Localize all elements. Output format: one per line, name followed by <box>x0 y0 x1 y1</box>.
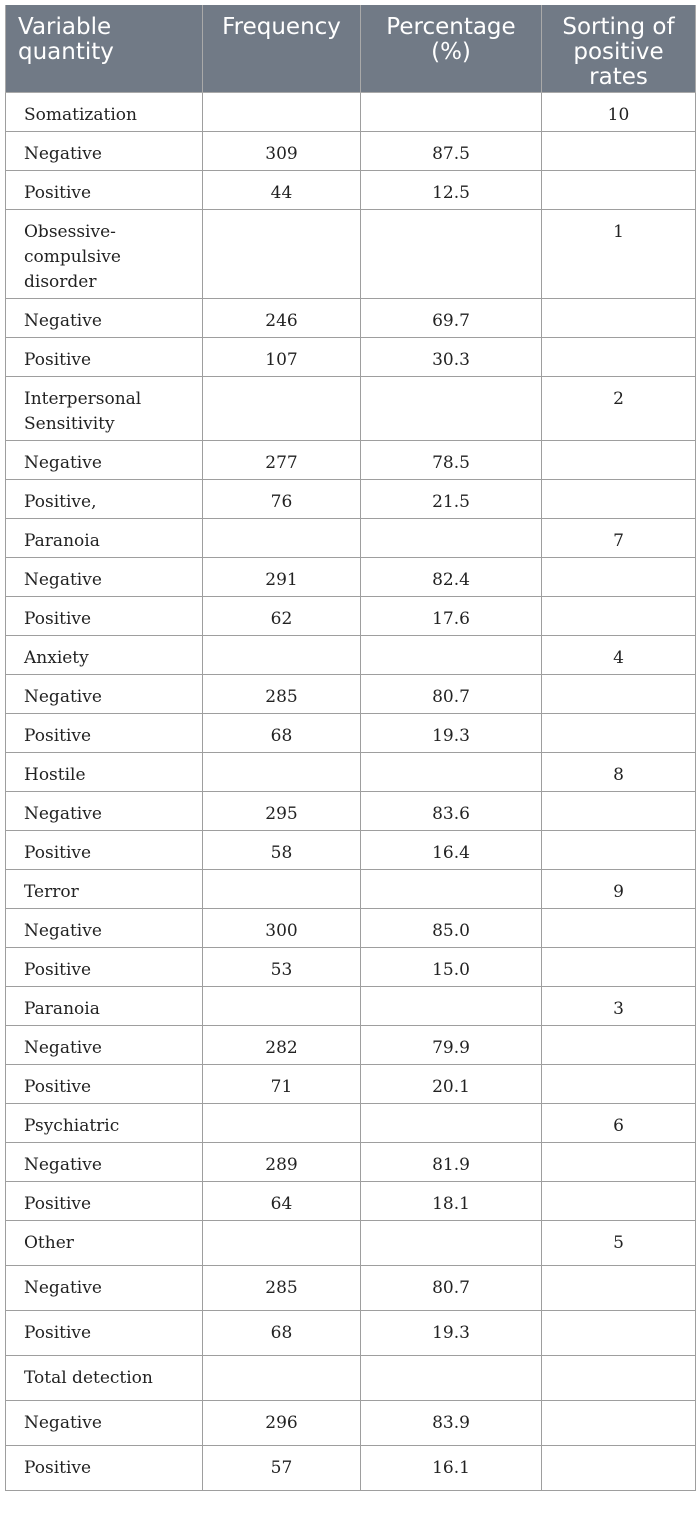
row-label: Terror <box>6 869 203 908</box>
positive-rate-rank-cell <box>542 947 696 986</box>
percentage-cell <box>361 752 542 791</box>
frequency-cell: 58 <box>203 830 361 869</box>
frequency-cell <box>203 1103 361 1142</box>
positive-rate-rank-cell <box>542 908 696 947</box>
row-label: Negative <box>6 131 203 170</box>
row-label: Positive, <box>6 479 203 518</box>
row-label: Total detection <box>6 1355 203 1400</box>
table-row <box>6 1142 696 1181</box>
positive-rate-rank-cell <box>542 337 696 376</box>
row-label: Positive <box>6 337 203 376</box>
table-row <box>6 1181 696 1220</box>
row-label: Negative <box>6 908 203 947</box>
table-row <box>6 337 696 376</box>
frequency-cell <box>203 1220 361 1265</box>
positive-rate-rank-cell <box>542 596 696 635</box>
row-label: Paranoia <box>6 986 203 1025</box>
frequency-cell: 64 <box>203 1181 361 1220</box>
percentage-cell: 18.1 <box>361 1181 542 1220</box>
table-row <box>6 440 696 479</box>
percentage-cell: 69.7 <box>361 298 542 337</box>
header-sorting-of-positive-rates: Sorting of positive rates <box>542 5 696 92</box>
table-row <box>6 947 696 986</box>
header-variable-quantity: Variable quantity <box>6 5 203 92</box>
percentage-cell: 12.5 <box>361 170 542 209</box>
positive-rate-rank-cell: 6 <box>542 1103 696 1142</box>
table-row <box>6 869 696 908</box>
frequency-cell: 68 <box>203 713 361 752</box>
frequency-cell: 296 <box>203 1400 361 1445</box>
table-header <box>6 5 696 92</box>
row-label: Interpersonal Sensitivity <box>6 376 203 440</box>
row-label: Negative <box>6 1142 203 1181</box>
positive-rate-rank-cell <box>542 791 696 830</box>
row-label: Negative <box>6 557 203 596</box>
table-row <box>6 674 696 713</box>
positive-rate-rank-cell: 1 <box>542 209 696 298</box>
positive-rate-rank-cell <box>542 1310 696 1355</box>
table-row <box>6 92 696 131</box>
table-row <box>6 752 696 791</box>
row-label: Positive <box>6 1310 203 1355</box>
table-row <box>6 713 696 752</box>
frequency-cell: 246 <box>203 298 361 337</box>
positive-rate-rank-cell <box>542 170 696 209</box>
table-row <box>6 376 696 440</box>
table-row <box>6 1445 696 1490</box>
header-row <box>6 5 696 92</box>
row-label: Negative <box>6 674 203 713</box>
percentage-cell: 85.0 <box>361 908 542 947</box>
table-row <box>6 1103 696 1142</box>
frequency-cell <box>203 1355 361 1400</box>
percentage-cell <box>361 986 542 1025</box>
row-label: Paranoia <box>6 518 203 557</box>
row-label: Somatization <box>6 92 203 131</box>
frequency-cell: 62 <box>203 596 361 635</box>
positive-rate-rank-cell: 7 <box>542 518 696 557</box>
percentage-cell: 80.7 <box>361 1265 542 1310</box>
table-row <box>6 557 696 596</box>
frequency-cell <box>203 986 361 1025</box>
frequency-cell: 44 <box>203 170 361 209</box>
percentage-cell <box>361 1355 542 1400</box>
positive-rate-rank-cell <box>542 1064 696 1103</box>
positive-rate-rank-cell: 10 <box>542 92 696 131</box>
positive-rate-rank-cell <box>542 440 696 479</box>
frequency-cell <box>203 518 361 557</box>
frequency-cell: 71 <box>203 1064 361 1103</box>
frequency-cell: 285 <box>203 674 361 713</box>
table-row <box>6 908 696 947</box>
frequency-cell: 282 <box>203 1025 361 1064</box>
percentage-cell <box>361 376 542 440</box>
frequency-cell <box>203 376 361 440</box>
frequency-cell: 68 <box>203 1310 361 1355</box>
positive-rate-rank-cell: 3 <box>542 986 696 1025</box>
positive-rate-rank-cell: 9 <box>542 869 696 908</box>
row-label: Negative <box>6 791 203 830</box>
table-row <box>6 479 696 518</box>
percentage-cell: 80.7 <box>361 674 542 713</box>
positive-rate-rank-cell <box>542 1400 696 1445</box>
table-row <box>6 596 696 635</box>
row-label: Positive <box>6 713 203 752</box>
percentage-cell <box>361 92 542 131</box>
frequency-cell: 291 <box>203 557 361 596</box>
row-label: Negative <box>6 298 203 337</box>
data-table <box>5 5 696 1491</box>
row-label: Negative <box>6 1400 203 1445</box>
row-label: Anxiety <box>6 635 203 674</box>
positive-rate-rank-cell <box>542 1445 696 1490</box>
positive-rate-rank-cell <box>542 1265 696 1310</box>
table-row <box>6 1400 696 1445</box>
frequency-cell: 285 <box>203 1265 361 1310</box>
positive-rate-rank-cell: 2 <box>542 376 696 440</box>
frequency-cell: 57 <box>203 1445 361 1490</box>
table-row <box>6 1025 696 1064</box>
row-label: Negative <box>6 440 203 479</box>
positive-rate-rank-cell <box>542 1025 696 1064</box>
frequency-cell: 277 <box>203 440 361 479</box>
positive-rate-rank-cell <box>542 1355 696 1400</box>
frequency-cell: 289 <box>203 1142 361 1181</box>
table-row <box>6 1265 696 1310</box>
row-label: Positive <box>6 1445 203 1490</box>
percentage-cell: 19.3 <box>361 1310 542 1355</box>
percentage-cell <box>361 635 542 674</box>
frequency-cell: 53 <box>203 947 361 986</box>
row-label: Negative <box>6 1265 203 1310</box>
header-frequency: Frequency <box>203 5 361 92</box>
table-row <box>6 518 696 557</box>
positive-rate-rank-cell <box>542 713 696 752</box>
row-label: Positive <box>6 170 203 209</box>
positive-rate-rank-cell <box>542 298 696 337</box>
percentage-cell: 87.5 <box>361 131 542 170</box>
table-body <box>6 92 696 1490</box>
header-percentage: Percentage (%) <box>361 5 542 92</box>
percentage-cell: 16.1 <box>361 1445 542 1490</box>
frequency-cell: 295 <box>203 791 361 830</box>
table-row <box>6 830 696 869</box>
frequency-cell: 300 <box>203 908 361 947</box>
positive-rate-rank-cell: 8 <box>542 752 696 791</box>
positive-rate-rank-cell <box>542 1181 696 1220</box>
frequency-cell <box>203 92 361 131</box>
positive-rate-rank-cell <box>542 479 696 518</box>
row-label: Obsessive-compulsive disorder <box>6 209 203 298</box>
row-label: Positive <box>6 1064 203 1103</box>
row-label: Other <box>6 1220 203 1265</box>
row-label: Positive <box>6 830 203 869</box>
percentage-cell: 17.6 <box>361 596 542 635</box>
table-row <box>6 170 696 209</box>
row-label: Psychiatric <box>6 1103 203 1142</box>
positive-rate-rank-cell <box>542 557 696 596</box>
frequency-cell: 107 <box>203 337 361 376</box>
table-row <box>6 635 696 674</box>
percentage-cell: 15.0 <box>361 947 542 986</box>
percentage-cell: 21.5 <box>361 479 542 518</box>
frequency-cell <box>203 209 361 298</box>
percentage-cell <box>361 1103 542 1142</box>
positive-rate-rank-cell: 4 <box>542 635 696 674</box>
positive-rate-rank-cell <box>542 1142 696 1181</box>
table-row <box>6 131 696 170</box>
row-label: Negative <box>6 1025 203 1064</box>
percentage-cell: 83.9 <box>361 1400 542 1445</box>
row-label: Hostile <box>6 752 203 791</box>
percentage-cell: 30.3 <box>361 337 542 376</box>
percentage-cell: 16.4 <box>361 830 542 869</box>
row-label: Positive <box>6 947 203 986</box>
positive-rate-rank-cell <box>542 674 696 713</box>
percentage-cell: 78.5 <box>361 440 542 479</box>
row-label: Positive <box>6 1181 203 1220</box>
frequency-cell: 76 <box>203 479 361 518</box>
percentage-cell: 19.3 <box>361 713 542 752</box>
percentage-cell <box>361 518 542 557</box>
percentage-cell <box>361 869 542 908</box>
percentage-cell <box>361 1220 542 1265</box>
frequency-cell <box>203 752 361 791</box>
table-row <box>6 1355 696 1400</box>
table-row <box>6 986 696 1025</box>
frequency-cell <box>203 869 361 908</box>
frequency-cell <box>203 635 361 674</box>
percentage-cell <box>361 209 542 298</box>
table-row <box>6 1310 696 1355</box>
table-row <box>6 791 696 830</box>
row-label: Positive <box>6 596 203 635</box>
positive-rate-rank-cell <box>542 131 696 170</box>
percentage-cell: 81.9 <box>361 1142 542 1181</box>
percentage-cell: 79.9 <box>361 1025 542 1064</box>
percentage-cell: 83.6 <box>361 791 542 830</box>
table-row <box>6 1220 696 1265</box>
frequency-cell: 309 <box>203 131 361 170</box>
table-row <box>6 209 696 298</box>
positive-rate-rank-cell: 5 <box>542 1220 696 1265</box>
percentage-cell: 20.1 <box>361 1064 542 1103</box>
table-row <box>6 298 696 337</box>
percentage-cell: 82.4 <box>361 557 542 596</box>
positive-rate-rank-cell <box>542 830 696 869</box>
table-row <box>6 1064 696 1103</box>
